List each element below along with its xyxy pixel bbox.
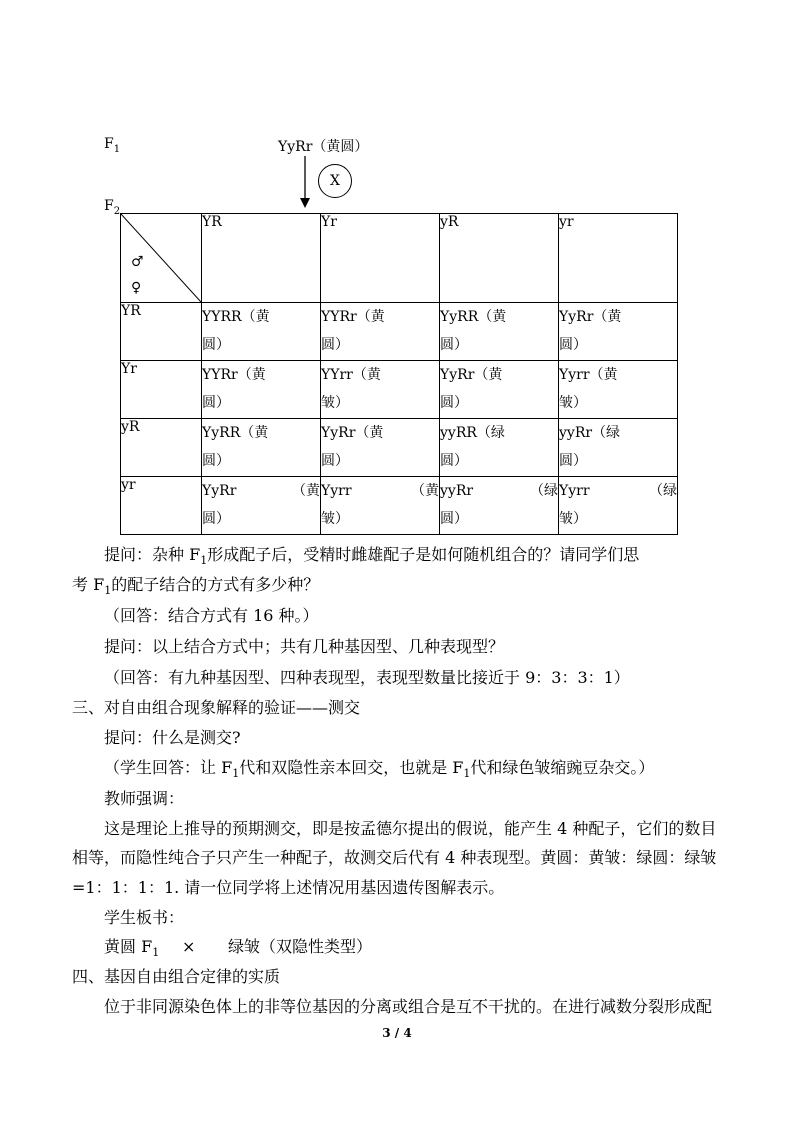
- board-label: 学生板书：: [104, 908, 185, 927]
- question-2: 提问：以上结合方式中；共有几种基因型、几种表现型？: [104, 637, 505, 656]
- teacher-emphasis: 教师强调：: [104, 789, 185, 808]
- board-cross-partner: 绿皱（双隐性类型）: [228, 937, 373, 956]
- question-1: 提问：杂种 $F_1$形成配子后，受精时雌雄配子是如何随机组合的？请同学们思: [104, 545, 640, 568]
- section-heading-3: 三、对自由组合现象解释的验证——测交: [72, 698, 361, 717]
- genotype-cell: yyRR（绿 圆）: [440, 419, 559, 477]
- answer-3: （学生回答：让 $F_1$代和双隐性亲本回交，也就是 $F_1$代和绿色皱缩豌豆杂交。）: [104, 758, 655, 781]
- paragraph-line: 位于非同源染色体上的非等位基因的分离或组合是互不干扰的。在进行减数分裂形成配: [104, 997, 713, 1016]
- f1-label: $F_1$: [104, 136, 121, 155]
- genotype-cell: YyRr（黄 圆）: [440, 361, 559, 419]
- genotype-cell: yyRr（绿 圆）: [559, 419, 678, 477]
- male-icon: ♂: [131, 254, 144, 270]
- page-number: 3 / 4: [382, 1026, 412, 1040]
- row-header: Yr: [121, 361, 202, 419]
- column-header: Yr: [321, 214, 440, 303]
- genotype-cell: YyRr（黄 圆）: [321, 419, 440, 477]
- column-header: yR: [440, 214, 559, 303]
- parent-genotype: YyRr（黄圆）: [278, 139, 369, 155]
- row-header: yR: [121, 419, 202, 477]
- f2-label: $F_2$: [104, 198, 121, 217]
- genotype-cell: Yyrr （绿 皱）: [559, 477, 678, 535]
- genotype-cell: YYRr（黄 圆）: [202, 361, 321, 419]
- cross-symbol: ×: [182, 937, 196, 956]
- answer-1: （回答：结合方式有 16 种。）: [104, 606, 319, 625]
- genotype-cell: YyRR（黄 圆）: [202, 419, 321, 477]
- genotype-cell: YyRr （黄 圆）: [202, 477, 321, 535]
- question-3: 提问：什么是测交?: [104, 728, 241, 747]
- table-row: [121, 303, 678, 361]
- answer-2: （回答：有九种基因型、四种表现型，表现型数量比接近于 9：3：3：1）: [104, 668, 630, 687]
- row-header: YR: [121, 303, 202, 361]
- row-header: yr: [121, 477, 202, 535]
- paragraph-line: 相等，而隐性纯合子只产生一种配子，故测交后代有 4 种表现型。黄圆：黄皱：绿圆：绿皱: [72, 848, 717, 867]
- self-cross-symbol: X: [318, 164, 352, 198]
- corner-cell: [121, 214, 202, 303]
- board-cross-parent: 黄圆 $F_1$: [104, 937, 160, 960]
- table-row: [121, 419, 678, 477]
- genotype-cell: YyRR（黄 圆）: [440, 303, 559, 361]
- genotype-cell: Yyrr （黄 皱）: [321, 477, 440, 535]
- header-row: [121, 214, 678, 303]
- genotype-cell: YYRR（黄 圆）: [202, 303, 321, 361]
- table-row: [121, 477, 678, 535]
- question-1-cont: 考 $F_1$的配子结合的方式有多少种？: [72, 575, 320, 598]
- arrow-down-icon: [298, 156, 312, 210]
- punnett-square: [120, 213, 678, 535]
- female-icon: ♀: [131, 280, 142, 296]
- genotype-cell: YYRr（黄 圆）: [321, 303, 440, 361]
- genotype-cell: yyRr （绿 圆）: [440, 477, 559, 535]
- section-heading-4: 四、基因自由组合定律的实质: [72, 967, 281, 986]
- table-row: [121, 361, 678, 419]
- column-header: yr: [559, 214, 678, 303]
- paragraph-line: 这是理论上推导的预期测交，即是按孟德尔提出的假说，能产生 4 种配子，它们的数目: [104, 819, 717, 838]
- column-header: YR: [202, 214, 321, 303]
- genotype-cell: YYrr（黄 皱）: [321, 361, 440, 419]
- genotype-cell: Yyrr（黄 皱）: [559, 361, 678, 419]
- genotype-cell: YyRr（黄 圆）: [559, 303, 678, 361]
- paragraph-line: =1：1：1：1. 请一位同学将上述情况用基因遗传图解表示。: [72, 878, 505, 897]
